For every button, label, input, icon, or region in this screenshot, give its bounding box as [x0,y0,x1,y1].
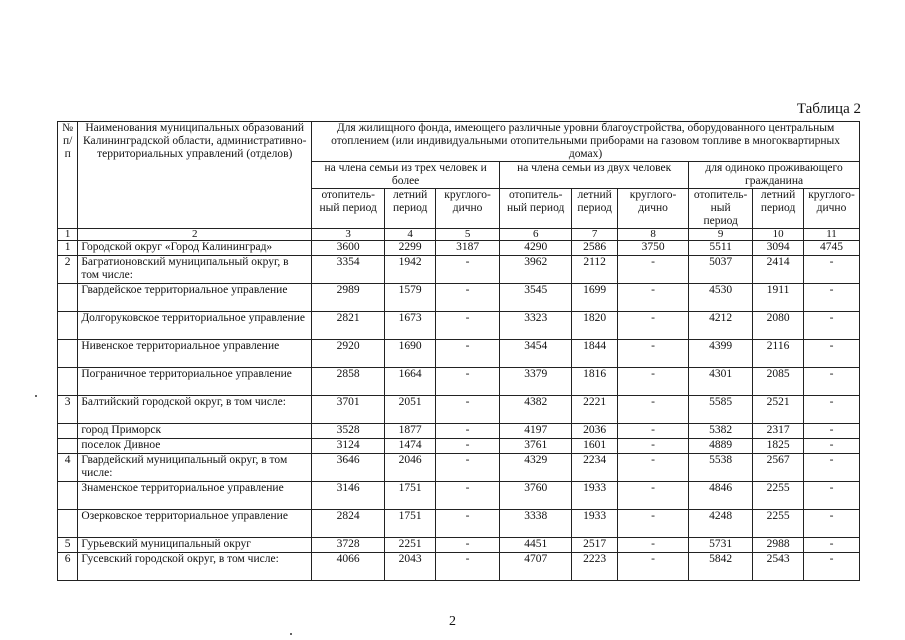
value-cell: 2586 [572,241,618,256]
value-cell: 2255 [753,482,804,510]
table-label: Таблица 2 [796,101,861,117]
value-cell: - [618,340,689,368]
value-cell: - [803,454,859,482]
value-cell: 2046 [385,454,436,482]
value-cell: 2821 [312,312,385,340]
value-cell: 5842 [689,553,753,581]
value-cell: 3528 [312,424,385,439]
value-cell: - [618,312,689,340]
value-cell: 3338 [500,510,572,538]
value-cell: 4707 [500,553,572,581]
row-number: 3 [58,396,78,424]
header-sub: отопитель-ный период [312,189,385,229]
value-cell: 2255 [753,510,804,538]
value-cell: 2036 [572,424,618,439]
header-sub: летний период [753,189,804,229]
value-cell: 4399 [689,340,753,368]
value-cell: 4745 [803,241,859,256]
municipality-name: Озерковское территориальное управление [78,510,312,538]
municipality-name: Балтийский городской округ, в том числе: [78,396,312,424]
table-row [58,368,860,396]
row-number [58,439,78,454]
value-cell: - [618,284,689,312]
row-number [58,424,78,439]
value-cell: - [803,538,859,553]
table-row [58,424,860,439]
table-row [58,241,860,256]
value-cell: - [436,340,500,368]
value-cell: 2116 [753,340,804,368]
value-cell: 3146 [312,482,385,510]
value-cell: - [618,538,689,553]
column-index: 6 [500,229,572,241]
municipality-name: Багратионовский муниципальный округ, в том числе: [78,256,312,284]
value-cell: - [436,256,500,284]
table-row [58,553,860,581]
header-main: Для жилищного фонда, имеющего различные уровни благоустройства, оборудованного центральным отоплением (или индивидуальными отопительными приборами на газовом топливе в многоквартирных домах) [312,122,860,162]
row-number [58,482,78,510]
column-index: 1 [58,229,78,241]
value-cell: 2112 [572,256,618,284]
value-cell: - [618,424,689,439]
value-cell: 1933 [572,482,618,510]
value-cell: 5511 [689,241,753,256]
value-cell: 5731 [689,538,753,553]
value-cell: 2517 [572,538,618,553]
municipality-name: поселок Дивное [78,439,312,454]
value-cell: 3124 [312,439,385,454]
municipality-name: Пограничное территориальное управление [78,368,312,396]
value-cell: 3600 [312,241,385,256]
value-cell: 5037 [689,256,753,284]
value-cell: 1690 [385,340,436,368]
value-cell: - [618,454,689,482]
value-cell: 2521 [753,396,804,424]
value-cell: 1820 [572,312,618,340]
value-cell: 4212 [689,312,753,340]
value-cell: 2051 [385,396,436,424]
value-cell: 3545 [500,284,572,312]
value-cell: 4889 [689,439,753,454]
table-row [58,396,860,424]
value-cell: 3962 [500,256,572,284]
municipality-name: Гурьевский муниципальный округ [78,538,312,553]
row-number: 5 [58,538,78,553]
column-index-row [58,229,860,241]
tariff-table [57,121,860,581]
value-cell: 1911 [753,284,804,312]
page-number: 2 [449,614,456,629]
table-row [58,454,860,482]
value-cell: - [803,424,859,439]
value-cell: - [618,439,689,454]
value-cell: 2988 [753,538,804,553]
municipality-name: Долгоруковское территориальное управление [78,312,312,340]
value-cell: 1933 [572,510,618,538]
column-index: 8 [618,229,689,241]
value-cell: - [618,256,689,284]
value-cell: 2414 [753,256,804,284]
value-cell: 3728 [312,538,385,553]
value-cell: 1673 [385,312,436,340]
table-row [58,510,860,538]
value-cell: - [618,396,689,424]
table-row [58,312,860,340]
value-cell: 4290 [500,241,572,256]
column-index: 2 [78,229,312,241]
value-cell: 3094 [753,241,804,256]
value-cell: 5585 [689,396,753,424]
municipality-name: Знаменское территориальное управление [78,482,312,510]
value-cell: - [803,284,859,312]
value-cell: - [436,454,500,482]
value-cell: 2043 [385,553,436,581]
value-cell: - [436,538,500,553]
value-cell: - [803,510,859,538]
row-number [58,368,78,396]
value-cell: - [803,439,859,454]
value-cell: - [803,340,859,368]
column-index: 9 [689,229,753,241]
value-cell: 4066 [312,553,385,581]
value-cell: 2299 [385,241,436,256]
value-cell: 5538 [689,454,753,482]
value-cell: - [618,553,689,581]
value-cell: - [618,510,689,538]
header-name: Наименования муниципальных образований Калининградской области, административно-территориальных управлений (отделов) [78,122,312,229]
value-cell: 1664 [385,368,436,396]
value-cell: 4329 [500,454,572,482]
value-cell: 3187 [436,241,500,256]
value-cell: - [803,256,859,284]
municipality-name: город Приморск [78,424,312,439]
value-cell: 2920 [312,340,385,368]
value-cell: 1816 [572,368,618,396]
header-num: № п/п [58,122,78,229]
row-number: 2 [58,256,78,284]
header-group: на члена семьи из двух человек [500,162,689,189]
value-cell: 1877 [385,424,436,439]
value-cell: - [618,368,689,396]
value-cell: - [436,368,500,396]
municipality-name: Городской округ «Город Калининград» [78,241,312,256]
value-cell: 4451 [500,538,572,553]
value-cell: 3354 [312,256,385,284]
value-cell: 3761 [500,439,572,454]
header-sub: летний период [385,189,436,229]
value-cell: 2085 [753,368,804,396]
header-sub: летний период [572,189,618,229]
header-group: для одиноко проживающего гражданина [689,162,860,189]
value-cell: - [618,482,689,510]
value-cell: 3646 [312,454,385,482]
municipality-name: Нивенское территориальное управление [78,340,312,368]
value-cell: - [436,396,500,424]
header-sub: отопитель-ный период [689,189,753,229]
value-cell: 1601 [572,439,618,454]
value-cell: - [803,553,859,581]
value-cell: 2223 [572,553,618,581]
value-cell: - [803,482,859,510]
value-cell: 1579 [385,284,436,312]
column-index: 10 [753,229,804,241]
column-index: 5 [436,229,500,241]
value-cell: 5382 [689,424,753,439]
value-cell: 2251 [385,538,436,553]
value-cell: - [803,312,859,340]
value-cell: 2858 [312,368,385,396]
value-cell: 1825 [753,439,804,454]
row-number [58,312,78,340]
value-cell: 2824 [312,510,385,538]
row-number: 4 [58,454,78,482]
value-cell: 1942 [385,256,436,284]
value-cell: 1844 [572,340,618,368]
value-cell: - [436,424,500,439]
table-row [58,538,860,553]
value-cell: 4530 [689,284,753,312]
header-sub: отопитель-ный период [500,189,572,229]
value-cell: 4846 [689,482,753,510]
value-cell: - [436,482,500,510]
municipality-name: Гвардейский муниципальный округ, в том числе: [78,454,312,482]
value-cell: 4382 [500,396,572,424]
municipality-name: Гусевский городской округ, в том числе: [78,553,312,581]
row-number [58,510,78,538]
value-cell: 1751 [385,510,436,538]
row-number [58,340,78,368]
value-cell: 1751 [385,482,436,510]
value-cell: 2989 [312,284,385,312]
header-sub: круглого-дично [436,189,500,229]
value-cell: 3701 [312,396,385,424]
value-cell: 2221 [572,396,618,424]
municipality-name: Гвардейское территориальное управление [78,284,312,312]
value-cell: 3760 [500,482,572,510]
value-cell: 3379 [500,368,572,396]
value-cell: 2234 [572,454,618,482]
value-cell: 2543 [753,553,804,581]
column-index: 4 [385,229,436,241]
value-cell: 4301 [689,368,753,396]
value-cell: - [803,368,859,396]
value-cell: 4197 [500,424,572,439]
value-cell: 2567 [753,454,804,482]
column-index: 3 [312,229,385,241]
value-cell: 3323 [500,312,572,340]
value-cell: 1699 [572,284,618,312]
table-row [58,256,860,284]
column-index: 7 [572,229,618,241]
header-sub: круглого-дично [618,189,689,229]
table-row [58,284,860,312]
value-cell: 2080 [753,312,804,340]
table-row [58,482,860,510]
scan-speck [35,395,37,397]
value-cell: - [436,312,500,340]
scan-speck [290,633,292,635]
table-row [58,340,860,368]
value-cell: 3454 [500,340,572,368]
header-sub: круглого-дично [803,189,859,229]
value-cell: 1474 [385,439,436,454]
value-cell: - [436,439,500,454]
value-cell: 4248 [689,510,753,538]
value-cell: - [436,510,500,538]
header-group: на члена семьи из трех человек и более [312,162,500,189]
row-number: 6 [58,553,78,581]
table-row [58,439,860,454]
value-cell: - [436,284,500,312]
column-index: 11 [803,229,859,241]
value-cell: 3750 [618,241,689,256]
value-cell: - [803,396,859,424]
row-number: 1 [58,241,78,256]
value-cell: 2317 [753,424,804,439]
row-number [58,284,78,312]
value-cell: - [436,553,500,581]
